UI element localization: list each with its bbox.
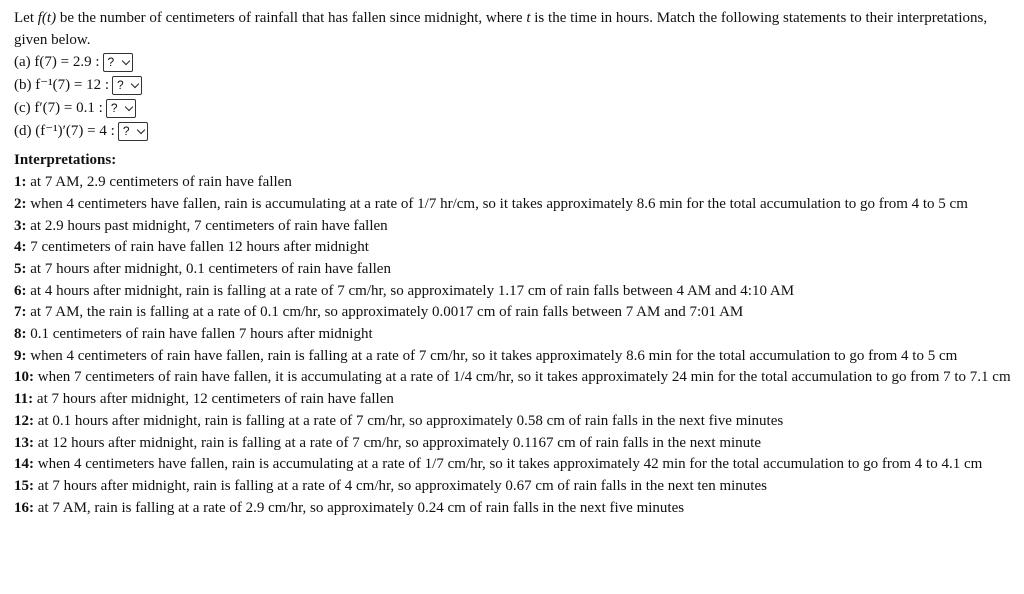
- question-d-label: (d): [14, 123, 36, 140]
- question-a: [14, 51, 1012, 74]
- answer-select-d-value: ?: [122, 124, 130, 139]
- interpretation-number: 15:: [14, 477, 34, 494]
- interpretation-item: [14, 302, 1012, 324]
- interpretation-number: 2:: [14, 195, 27, 212]
- interpretation-item: [14, 476, 1012, 498]
- interpretation-item: [14, 216, 1012, 238]
- question-b-expression: f⁻¹(7) = 12 :: [35, 77, 110, 94]
- interpretations-heading: Interpretations:: [14, 152, 117, 169]
- problem-statement: [14, 8, 1012, 51]
- answer-select-a[interactable]: [103, 53, 133, 72]
- interpretation-item: [14, 259, 1012, 281]
- interpretation-number: 3:: [14, 217, 27, 234]
- interpretation-text: when 4 centimeters have fallen, rain is accumulating at a rate of 1/7 hr/cm, so it takes approximately 8.6 min for the total accumulation to go from 4 to 5 cm: [26, 195, 968, 212]
- interpretation-text: 0.1 centimeters of rain have fallen 7 hours after midnight: [26, 326, 373, 343]
- question-c-expression: f′(7) = 0.1 :: [34, 100, 103, 117]
- interpretation-number: 1:: [14, 174, 27, 191]
- intro-text: Let: [14, 10, 38, 26]
- interpretation-number: 9:: [14, 347, 27, 364]
- interpretation-number: 16:: [14, 499, 34, 516]
- question-d: [14, 120, 1012, 143]
- interpretation-number: 7:: [14, 304, 27, 321]
- interpretation-text: at 2.9 hours past midnight, 7 centimeters of rain have fallen: [26, 217, 388, 234]
- question-a-expression: f(7) = 2.9 :: [34, 54, 100, 71]
- interpretation-number: 12:: [14, 412, 34, 429]
- interpretation-number: 13:: [14, 434, 34, 451]
- interpretation-text: at 4 hours after midnight, rain is falling at a rate of 7 cm/hr, so approximately 1.17 cm of rain falls between 4 AM and 4:10 AM: [26, 282, 795, 299]
- answer-select-d[interactable]: [118, 122, 148, 141]
- function-notation: f(t): [37, 10, 57, 26]
- interpretation-item: [14, 237, 1012, 259]
- interpretation-text: when 4 centimeters have fallen, rain is accumulating at a rate of 1/7 cm/hr, so it takes approximately 42 min for the total accumulation to go from 4 to 4.1 cm: [34, 456, 983, 473]
- question-d-expression: (f⁻¹)′(7) = 4 :: [35, 123, 115, 140]
- interpretation-text: at 7 AM, the rain is falling at a rate of 0.1 cm/hr, so approximately 0.0017 cm of rain falls between 7 AM and 7:01 AM: [26, 304, 744, 321]
- interpretation-item: [14, 498, 1012, 520]
- interpretation-text: at 7 AM, rain is falling at a rate of 2.9 cm/hr, so approximately 0.24 cm of rain falls in the next five minutes: [34, 499, 685, 516]
- interpretation-item: [14, 281, 1012, 303]
- intro-text: is the time in hours. Match the following statements to their interpretations, given below.: [14, 10, 988, 48]
- chevron-down-icon: [137, 126, 145, 134]
- answer-select-a-value: ?: [107, 55, 115, 70]
- interpretation-item: [14, 454, 1012, 476]
- interpretation-text: at 7 hours after midnight, 0.1 centimeters of rain have fallen: [26, 260, 391, 277]
- interpretation-number: 10:: [14, 369, 34, 386]
- interpretation-number: 8:: [14, 326, 27, 343]
- interpretation-text: when 7 centimeters of rain have fallen, it is accumulating at a rate of 1/4 cm/hr, so it takes approximately 24 min for the total accumulation to go from 7 to 7.1 cm: [34, 369, 1011, 386]
- interpretation-number: 14:: [14, 456, 34, 473]
- interpretation-item: [14, 172, 1012, 194]
- interpretation-text: at 7 hours after midnight, rain is falling at a rate of 4 cm/hr, so approximately 0.67 cm of rain falls in the next ten minutes: [34, 477, 767, 494]
- variable-t: t: [526, 10, 531, 26]
- interpretations-list: [14, 172, 1012, 519]
- interpretation-item: [14, 346, 1012, 368]
- interpretation-text: at 7 AM, 2.9 centimeters of rain have fallen: [26, 174, 292, 191]
- chevron-down-icon: [125, 103, 133, 111]
- question-a-label: (a): [14, 54, 35, 71]
- interpretation-text: 7 centimeters of rain have fallen 12 hours after midnight: [26, 239, 369, 256]
- interpretation-number: 5:: [14, 260, 27, 277]
- interpretation-item: [14, 367, 1012, 389]
- answer-select-c-value: ?: [110, 101, 118, 116]
- interpretation-item: [14, 433, 1012, 455]
- answer-select-b[interactable]: [112, 76, 142, 95]
- answer-select-b-value: ?: [117, 78, 124, 93]
- question-c-label: (c): [14, 100, 35, 117]
- interpretation-number: 11:: [14, 391, 34, 408]
- interpretation-item: [14, 194, 1012, 216]
- interpretation-item: [14, 324, 1012, 346]
- question-b-label: (b): [14, 77, 36, 94]
- interpretation-text: at 7 hours after midnight, 12 centimeters of rain have fallen: [33, 391, 394, 408]
- interpretation-text: when 4 centimeters of rain have fallen, rain is falling at a rate of 7 cm/hr, so it takes approximately 8.6 min for the total accumulation to go from 4 to 5 cm: [26, 347, 958, 364]
- question-b: [14, 74, 1012, 97]
- question-c: [14, 97, 1012, 120]
- interpretation-item: [14, 389, 1012, 411]
- interpretation-item: [14, 411, 1012, 433]
- intro-text: be the number of centimeters of rainfall that has fallen since midnight, where: [56, 10, 527, 26]
- interpretation-number: 4:: [14, 239, 27, 256]
- interpretation-text: at 12 hours after midnight, rain is falling at a rate of 7 cm/hr, so approximately 0.1167 cm of rain falls in the next minute: [34, 434, 761, 451]
- chevron-down-icon: [131, 80, 139, 88]
- answer-select-c[interactable]: [106, 99, 136, 118]
- chevron-down-icon: [121, 57, 129, 65]
- interpretation-text: at 0.1 hours after midnight, rain is falling at a rate of 7 cm/hr, so approximately 0.58 cm of rain falls in the next five minutes: [34, 412, 784, 429]
- interpretation-number: 6:: [14, 282, 27, 299]
